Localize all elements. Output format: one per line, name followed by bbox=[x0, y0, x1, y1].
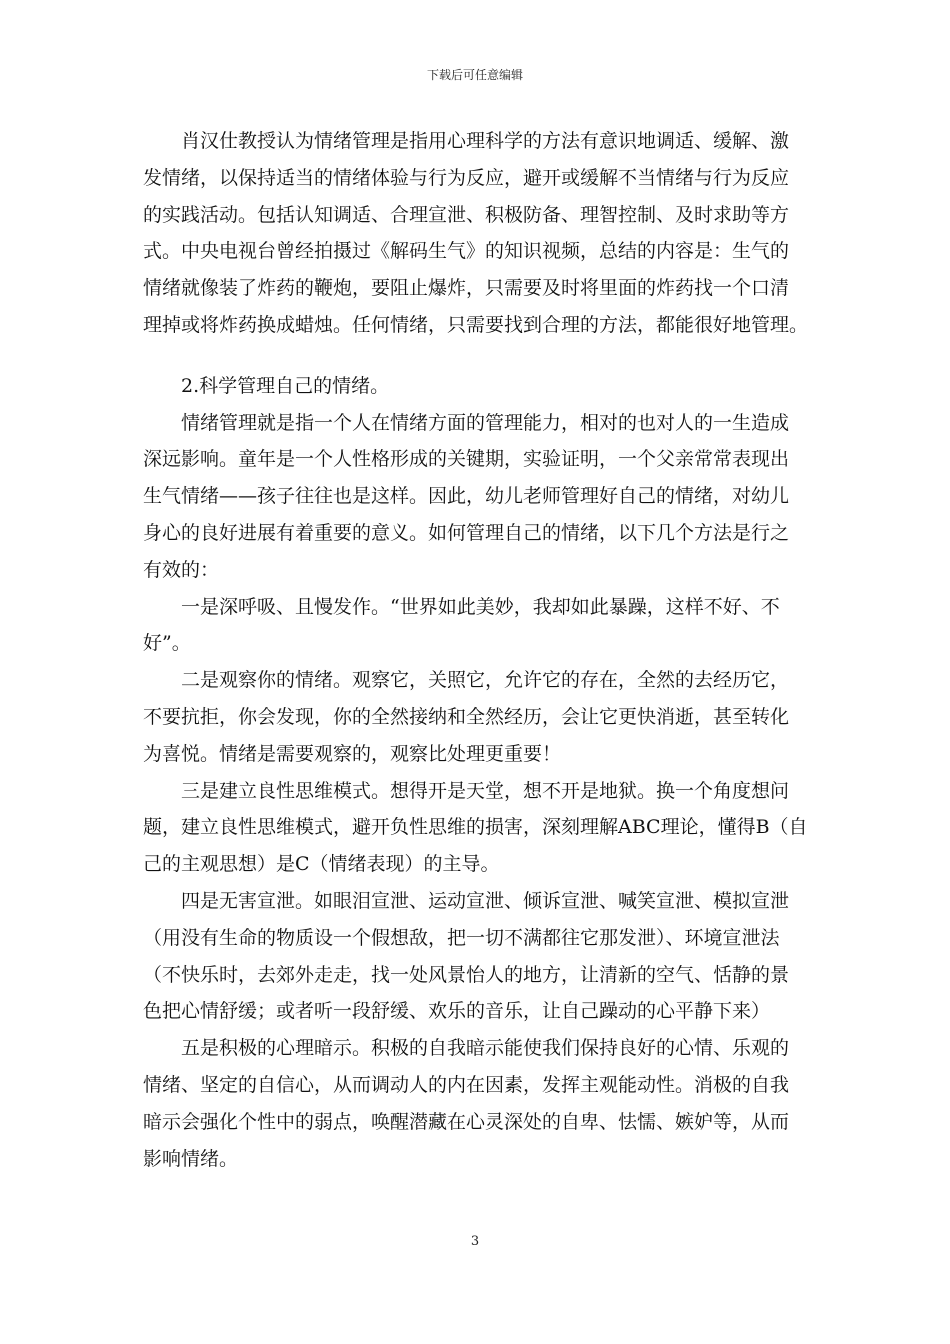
text-line: 己的主观思想）是C（情绪表现）的主导。 bbox=[143, 853, 500, 876]
paragraph-method-2 bbox=[143, 662, 819, 772]
text-line: 的实践活动。包括认知调适、合理宣泄、积极防备、理智控制、及时求助等方 bbox=[143, 203, 790, 226]
paragraph-method-4 bbox=[143, 883, 819, 1030]
text-line: 生气情绪——孩子往往也是这样。因此，幼儿老师管理好自己的情绪，对幼儿 bbox=[143, 485, 790, 508]
text-line: 情绪管理就是指一个人在情绪方面的管理能力，相对的也对人的一生造成 bbox=[181, 411, 790, 434]
text-line: 二是观察你的情绪。观察它，关照它，允许它的存在，全然的去经历它， bbox=[181, 669, 790, 692]
text-line: 有效的： bbox=[143, 558, 220, 581]
paragraph-method-3 bbox=[143, 773, 819, 883]
paragraph-intro bbox=[143, 405, 819, 589]
paragraph-method-1 bbox=[143, 589, 819, 663]
document-body bbox=[143, 123, 819, 1177]
text-line: 理掉或将炸药换成蜡烛。任何情绪，只需要找到合理的方法，都能很好地管理。 bbox=[143, 313, 809, 336]
text-line: 不要抗拒，你会发现，你的全然接纳和全然经历，会让它更快消逝，甚至转化 bbox=[143, 705, 790, 728]
text-line: 发情绪，以保持适当的情绪体验与行为反应，避开或缓解不当情绪与行为反应 bbox=[143, 166, 790, 189]
paragraph-gap bbox=[143, 344, 819, 368]
section-heading: 2.科学管理自己的情绪。 bbox=[181, 374, 390, 397]
text-line: 一是深呼吸、且慢发作。“世界如此美妙，我却如此暴躁，这样不好、不 bbox=[181, 595, 780, 618]
paragraph-method-5 bbox=[143, 1030, 819, 1177]
text-line: 身心的良好进展有着重要的意义。如何管理自己的情绪，以下几个方法是行之 bbox=[143, 521, 790, 544]
text-line: 暗示会强化个性中的弱点，唤醒潜藏在心灵深处的自卑、怯懦、嫉妒等，从而 bbox=[143, 1110, 790, 1133]
text-line: 情绪就像装了炸药的鞭炮，要阻止爆炸，只需要及时将里面的炸药找一个口清 bbox=[143, 277, 790, 300]
text-line: 好”。 bbox=[143, 632, 191, 655]
text-line: 式。中央电视台曾经拍摄过《解码生气》的知识视频，总结的内容是：生气的 bbox=[143, 240, 790, 263]
text-line: 题，建立良性思维模式，避开负性思维的损害，深刻理解ABC理论，懂得B（自 bbox=[143, 816, 808, 839]
paragraph-definition bbox=[143, 123, 819, 344]
page-number: 3 bbox=[470, 1234, 480, 1249]
text-line: 四是无害宣泄。如眼泪宣泄、运动宣泄、倾诉宣泄、喊笑宣泄、模拟宣泄 bbox=[181, 889, 790, 912]
text-line: （用没有生命的物质设一个假想敌，把一切不满都往它那发泄）、环境宣泄法 bbox=[143, 926, 780, 949]
page-header: 下载后可任意编辑 bbox=[426, 68, 523, 82]
text-line: 肖汉仕教授认为情绪管理是指用心理科学的方法有意识地调适、缓解、激 bbox=[181, 130, 790, 152]
text-line: 三是建立良性思维模式。想得开是天堂，想不开是地狱。换一个角度想问 bbox=[181, 779, 790, 802]
text-line: 影响情绪。 bbox=[143, 1147, 239, 1170]
text-line: 五是积极的心理暗示。积极的自我暗示能使我们保持良好的心情、乐观的 bbox=[181, 1037, 790, 1060]
text-line: 色把心情舒缓；或者听一段舒缓、欢乐的音乐，让自己躁动的心平静下来） bbox=[143, 1000, 771, 1023]
text-line: 为喜悦。情绪是需要观察的，观察比处理更重要！ bbox=[143, 742, 562, 765]
text-line: （不快乐时，去郊外走走，找一处风景怡人的地方，让清新的空气、恬静的景 bbox=[143, 963, 790, 986]
text-line: 情绪、坚定的自信心，从而调动人的内在因素，发挥主观能动性。消极的自我 bbox=[143, 1073, 790, 1096]
text-line: 深远影响。童年是一个人性格形成的关键期，实验证明，一个父亲常常表现出 bbox=[143, 448, 790, 471]
